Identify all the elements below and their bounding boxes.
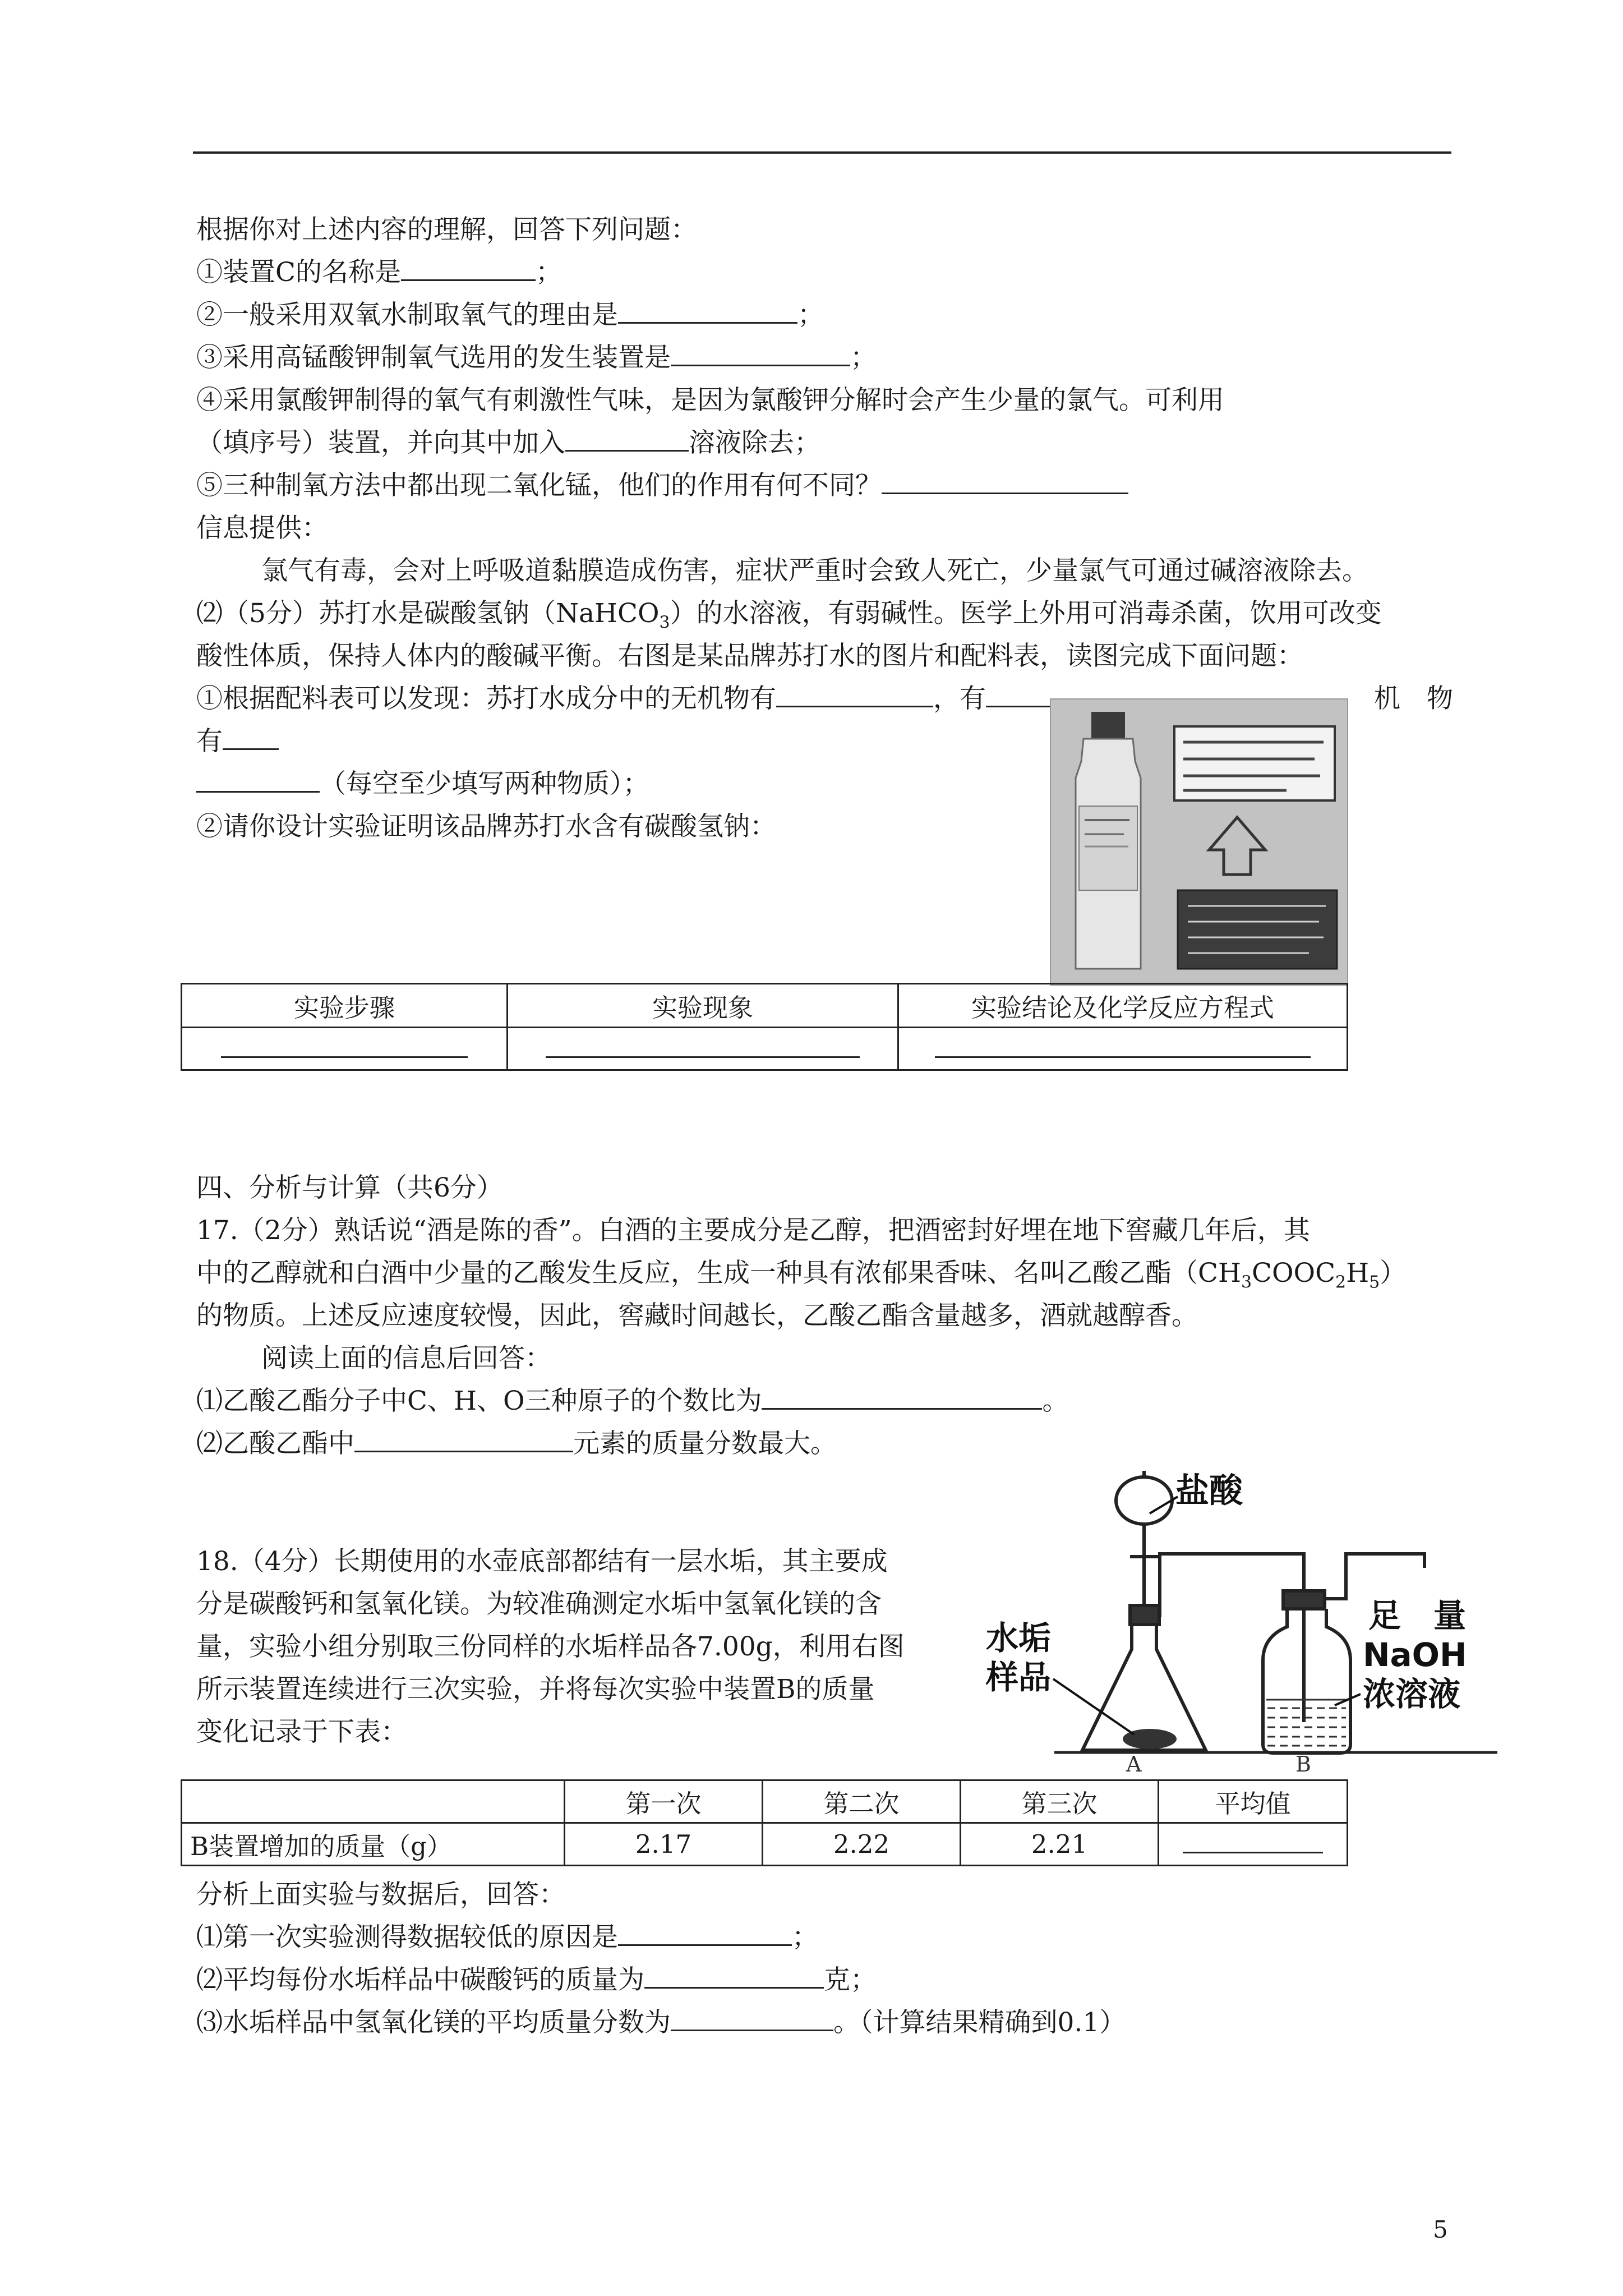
answer-blank[interactable] <box>618 1922 792 1946</box>
q17-text-cont: 的物质。上述反应速度较慢，因此，窖藏时间越长，乙酸乙酯含量越多，酒就越醇香。 <box>196 1300 1198 1331</box>
header-rule <box>193 151 1451 154</box>
table-header: 第二次 <box>763 1780 961 1823</box>
answer-blank[interactable] <box>618 300 797 324</box>
q18-part3: ⑶水垢样品中氢氧化镁的平均质量分数为 。（计算结果精确到0.1） <box>196 2007 1126 2038</box>
answer-blank[interactable] <box>762 1386 1042 1410</box>
soda-q1-tail: 机 物 <box>1374 683 1453 714</box>
table-header: 第一次 <box>565 1780 763 1823</box>
table-header: 实验结论及化学反应方程式 <box>898 984 1348 1028</box>
table-cell: 2.22 <box>763 1823 961 1866</box>
section-heading: 四、分析与计算（共6分） <box>196 1172 503 1203</box>
apparatus-diagram <box>981 1458 1497 1773</box>
flask-a <box>1082 1607 1206 1750</box>
q18-text: 18.（4分）长期使用的水壶底部都结有一层水垢，其主要成 <box>196 1546 888 1577</box>
answer-blank[interactable] <box>354 1428 573 1452</box>
answer-blank[interactable] <box>776 683 933 707</box>
table-header: 实验步骤 <box>182 984 508 1028</box>
label-hcl: 盐酸 <box>1175 1471 1243 1511</box>
mass-data-table <box>181 1779 1348 1866</box>
q18-prompt: 分析上面实验与数据后，回答： <box>196 1879 565 1910</box>
q18-text-cont: 所示装置连续进行三次实验，并将每次实验中装置B的质量 <box>196 1674 875 1705</box>
answer-blank[interactable] <box>223 726 279 750</box>
experiment-design-table <box>181 983 1348 1071</box>
q17-text: 17.（2分）熟话说“酒是陈的香”。白酒的主要成分是乙醇，把酒密封好埋在地下窖藏几年后，其 <box>196 1215 1310 1246</box>
table-cell <box>508 1028 898 1070</box>
separatory-funnel <box>1116 1477 1172 1524</box>
q18-text-cont: 分是碳酸钙和氢氧化镁。为较准确测定水垢中氢氧化镁的含 <box>196 1589 882 1619</box>
row-label: B装置增加的质量（g） <box>182 1823 565 1866</box>
question-2: ②一般采用双氧水制取氧气的理由是 ； <box>196 300 824 330</box>
table-header: 第三次 <box>961 1780 1159 1823</box>
answer-blank[interactable] <box>196 769 320 793</box>
q17-text-cont: 中的乙醇就和白酒中少量的乙酸发生反应，生成一种具有浓郁果香味、名叫乙酸乙酯$(CH_3COOC_2H_5)$ <box>196 1258 1407 1292</box>
page-number: 5 <box>1433 2216 1448 2243</box>
q18-part2: ⑵平均每份水垢样品中碳酸钙的质量为 克； <box>196 1964 877 1995</box>
question-3: ③采用高锰酸钾制氧气选用的发生装置是 ； <box>196 342 877 373</box>
answer-blank[interactable] <box>671 342 850 366</box>
answer-blank[interactable] <box>882 470 1128 494</box>
question-4: ④采用氯酸钾制得的氧气有刺激性气味，是因为氯酸钾分解时会产生少量的氯气。可利用 <box>196 385 1224 416</box>
soda-q1-note: （每空至少填写两种物质）； <box>196 763 649 800</box>
table-cell <box>1159 1823 1348 1866</box>
soda-q1: ①根据配料表可以发现：苏打水成分中的无机物有 ，有 <box>196 678 1278 715</box>
answer-blank[interactable] <box>1183 1829 1323 1853</box>
label-sample: 样品 <box>986 1658 1052 1696</box>
question-1: ①装置C的名称是 ； <box>196 257 562 288</box>
soda-q2: ②请你设计实验证明该品牌苏打水含有碳酸氢钠： <box>196 811 776 842</box>
question-5: ⑤三种制氧方法中都出现二氧化锰，他们的作用有何不同？ <box>196 464 1128 502</box>
intro-line: 根据你对上述内容的理解，回答下列问题： <box>196 214 697 245</box>
label-a: A <box>1126 1752 1142 1773</box>
table-cell <box>182 1028 508 1070</box>
bottle-b <box>1263 1609 1350 1753</box>
label-scale: 水垢 <box>986 1619 1052 1657</box>
soda-water-photo <box>1050 698 1348 986</box>
label-sufficient: 足 量 <box>1368 1596 1467 1635</box>
answer-blank[interactable] <box>644 1964 824 1989</box>
soda-bottle-image <box>1051 700 1347 984</box>
soda-q1-cont: 有 <box>196 720 279 758</box>
table-cell <box>898 1028 1348 1070</box>
answer-blank[interactable] <box>401 257 536 281</box>
q18-text-cont: 变化记录于下表： <box>196 1717 407 1747</box>
question-4-cont: （填序号）装置，并向其中加入 溶液除去； <box>196 427 820 458</box>
answer-blank[interactable] <box>546 1034 860 1058</box>
q17-part2: ⑵乙酸乙酯中 元素的质量分数最大。 <box>196 1428 837 1459</box>
answer-blank[interactable] <box>221 1034 468 1058</box>
answer-blank[interactable] <box>671 2007 833 2031</box>
answer-blank[interactable] <box>565 427 689 452</box>
label-concentrated: 浓溶液 <box>1363 1675 1461 1713</box>
soda-question-cont: 酸性体质，保持人体内的酸碱平衡。右图是某品牌苏打水的图片和配料表，读图完成下面问题： <box>196 641 1303 671</box>
q17-prompt: 阅读上面的信息后回答： <box>261 1343 551 1374</box>
label-naoh: NaOH <box>1363 1636 1467 1674</box>
soda-question: ⑵（5分）苏打水是碳酸氢钠（NaHCO$_3$）的水溶液，有弱碱性。医学上外用可消毒杀菌，饮用可改变 <box>196 598 1382 633</box>
table-header: 实验现象 <box>508 984 898 1028</box>
table-header: 平均值 <box>1159 1780 1348 1823</box>
answer-blank[interactable] <box>935 1034 1311 1058</box>
q17-part1: ⑴乙酸乙酯分子中C、H、O三种原子的个数比为 。 <box>196 1386 1069 1416</box>
q18-text-cont: 量，实验小组分别取三份同样的水垢样品各7.00g，利用右图 <box>196 1631 905 1662</box>
q18-part1: ⑴第一次实验测得数据较低的原因是 ； <box>196 1922 818 1953</box>
table-header <box>182 1780 565 1823</box>
info-heading: 信息提供： <box>196 513 328 544</box>
table-cell: 2.21 <box>961 1823 1159 1866</box>
info-text: 氯气有毒，会对上呼吸道黏膜造成伤害，症状严重时会致人死亡，少量氯气可通过碱溶液除去。 <box>261 555 1368 586</box>
label-b: B <box>1295 1752 1311 1773</box>
table-cell: 2.17 <box>565 1823 763 1866</box>
